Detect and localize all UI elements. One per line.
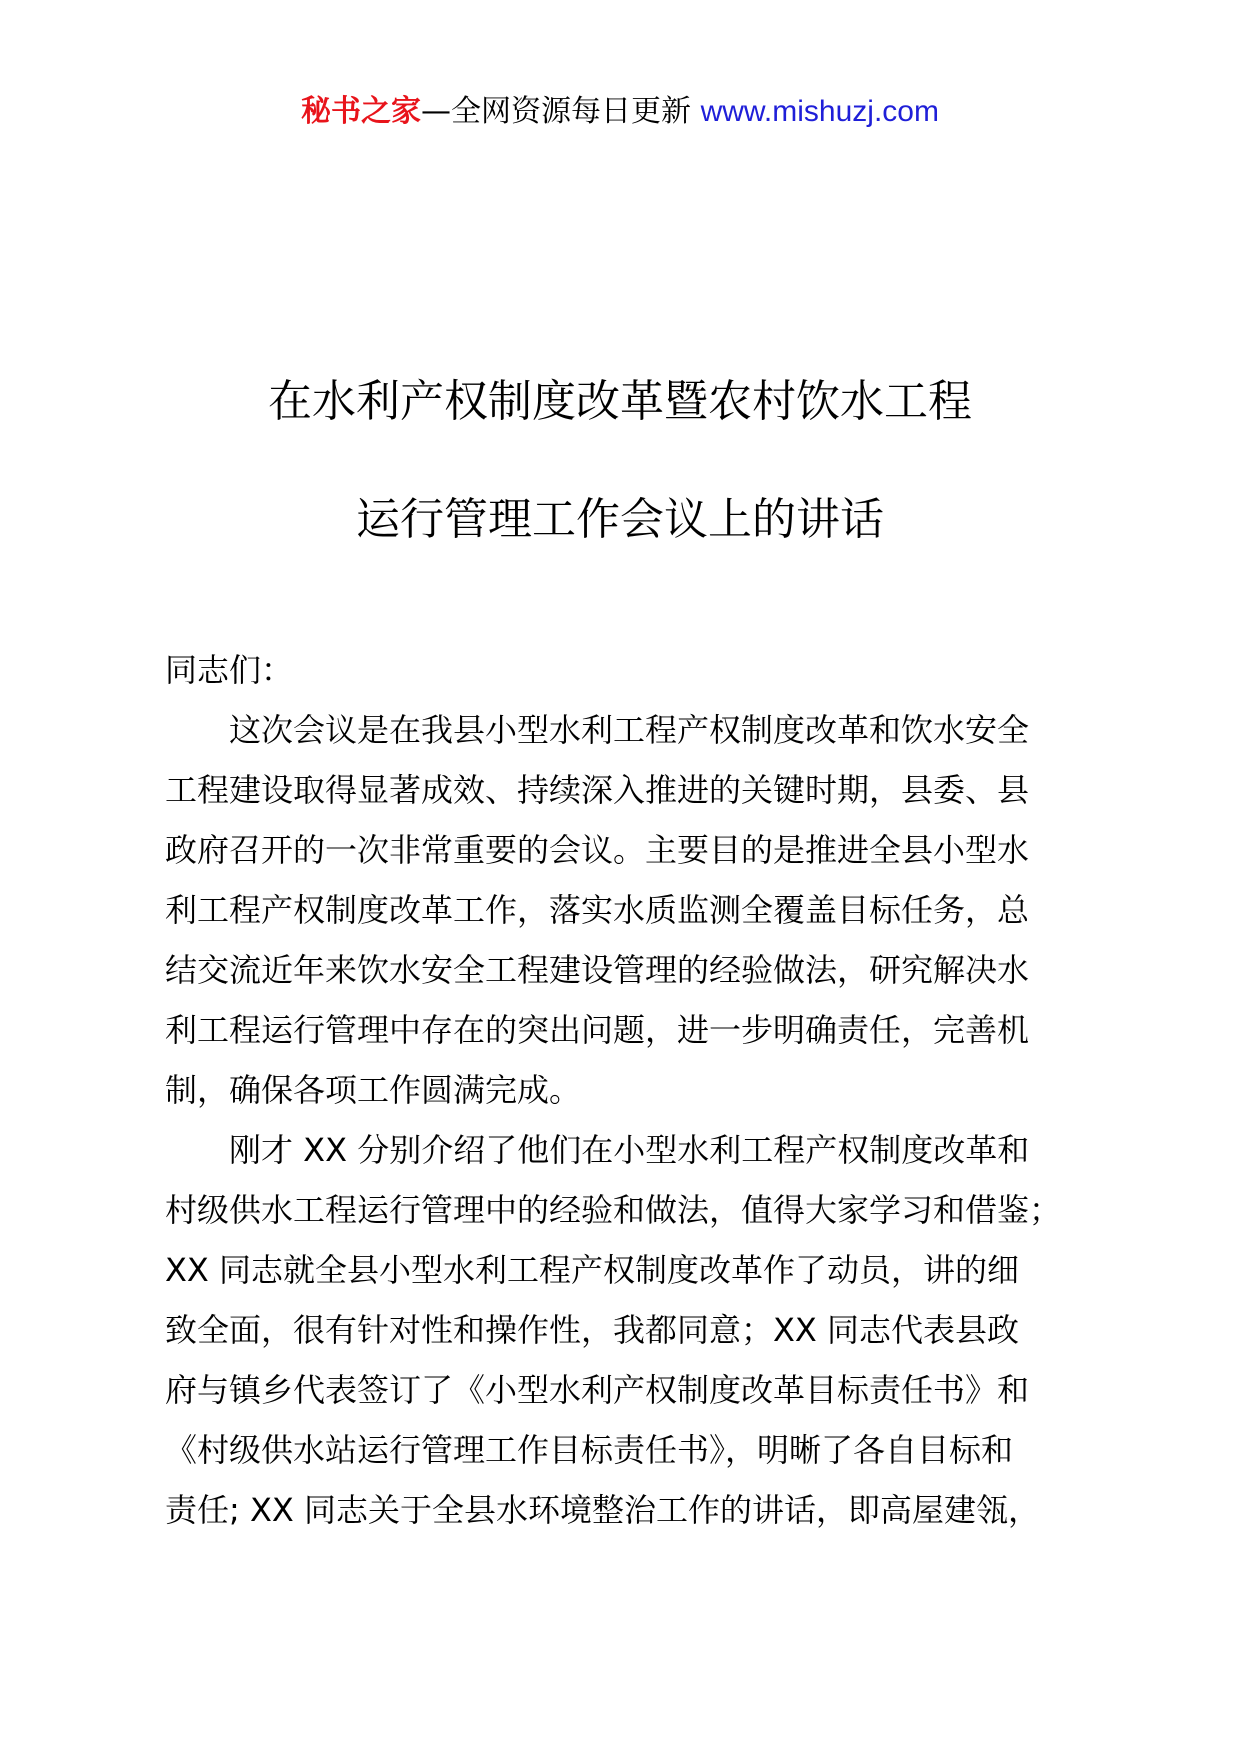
document-title-line-2: 运行管理工作会议上的讲话 bbox=[356, 494, 884, 545]
salutation: 同志们： bbox=[165, 651, 294, 689]
document-title-line-1: 在水利产权制度改革暨农村饮水工程 bbox=[268, 376, 972, 427]
paragraph-1-line: 制，确保各项工作圆满完成。 bbox=[165, 1071, 582, 1109]
paragraph-1-line: 结交流近年来饮水安全工程建设管理的经验做法，研究解决水 bbox=[165, 951, 1030, 989]
paragraph-2-line: 府与镇乡代表签订了《小型水利产权制度改革目标责任书》和 bbox=[165, 1371, 1030, 1409]
paragraph-2-line: 致全面，很有针对性和操作性，我都同意；XX 同志代表县政 bbox=[165, 1311, 1020, 1349]
site-brand: 秘书之家 bbox=[301, 94, 422, 129]
paragraph-2-line: 刚才 XX 分别介绍了他们在小型水利工程产权制度改革和 bbox=[229, 1131, 1030, 1169]
paragraph-1-line: 利工程运行管理中存在的突出问题，进一步明确责任，完善机 bbox=[165, 1011, 1030, 1049]
paragraph-2-line: XX 同志就全县小型水利工程产权制度改革作了动员，讲的细 bbox=[165, 1251, 1020, 1289]
paragraph-1 bbox=[165, 700, 1085, 1120]
paragraph-1-line: 工程建设取得显著成效、持续深入推进的关键时期，县委、县 bbox=[165, 771, 1030, 809]
paragraph-1-line: 利工程产权制度改革工作，落实水质监测全覆盖目标任务，总 bbox=[165, 891, 1030, 929]
paragraph-2-line: 《村级供水站运行管理工作目标责任书》，明晰了各自目标和 bbox=[165, 1431, 1014, 1469]
paragraph-2-line: 责任; XX 同志关于全县水环境整治工作的讲话，即高屋建瓴， bbox=[165, 1491, 1040, 1529]
paragraph-2-line: 村级供水工程运行管理中的经验和做法，值得大家学习和借鉴； bbox=[165, 1191, 1062, 1229]
site-url-link[interactable]: www.mishuzj.com bbox=[700, 95, 939, 128]
document-body bbox=[165, 640, 1085, 1540]
site-tagline: —全网资源每日更新 bbox=[421, 94, 701, 129]
paragraph-2 bbox=[165, 1120, 1085, 1540]
site-header bbox=[0, 92, 1240, 132]
paragraph-1-line: 这次会议是在我县小型水利工程产权制度改革和饮水安全 bbox=[229, 711, 1030, 749]
paragraph-1-line: 政府召开的一次非常重要的会议。主要目的是推进全县小型水 bbox=[165, 831, 1030, 869]
